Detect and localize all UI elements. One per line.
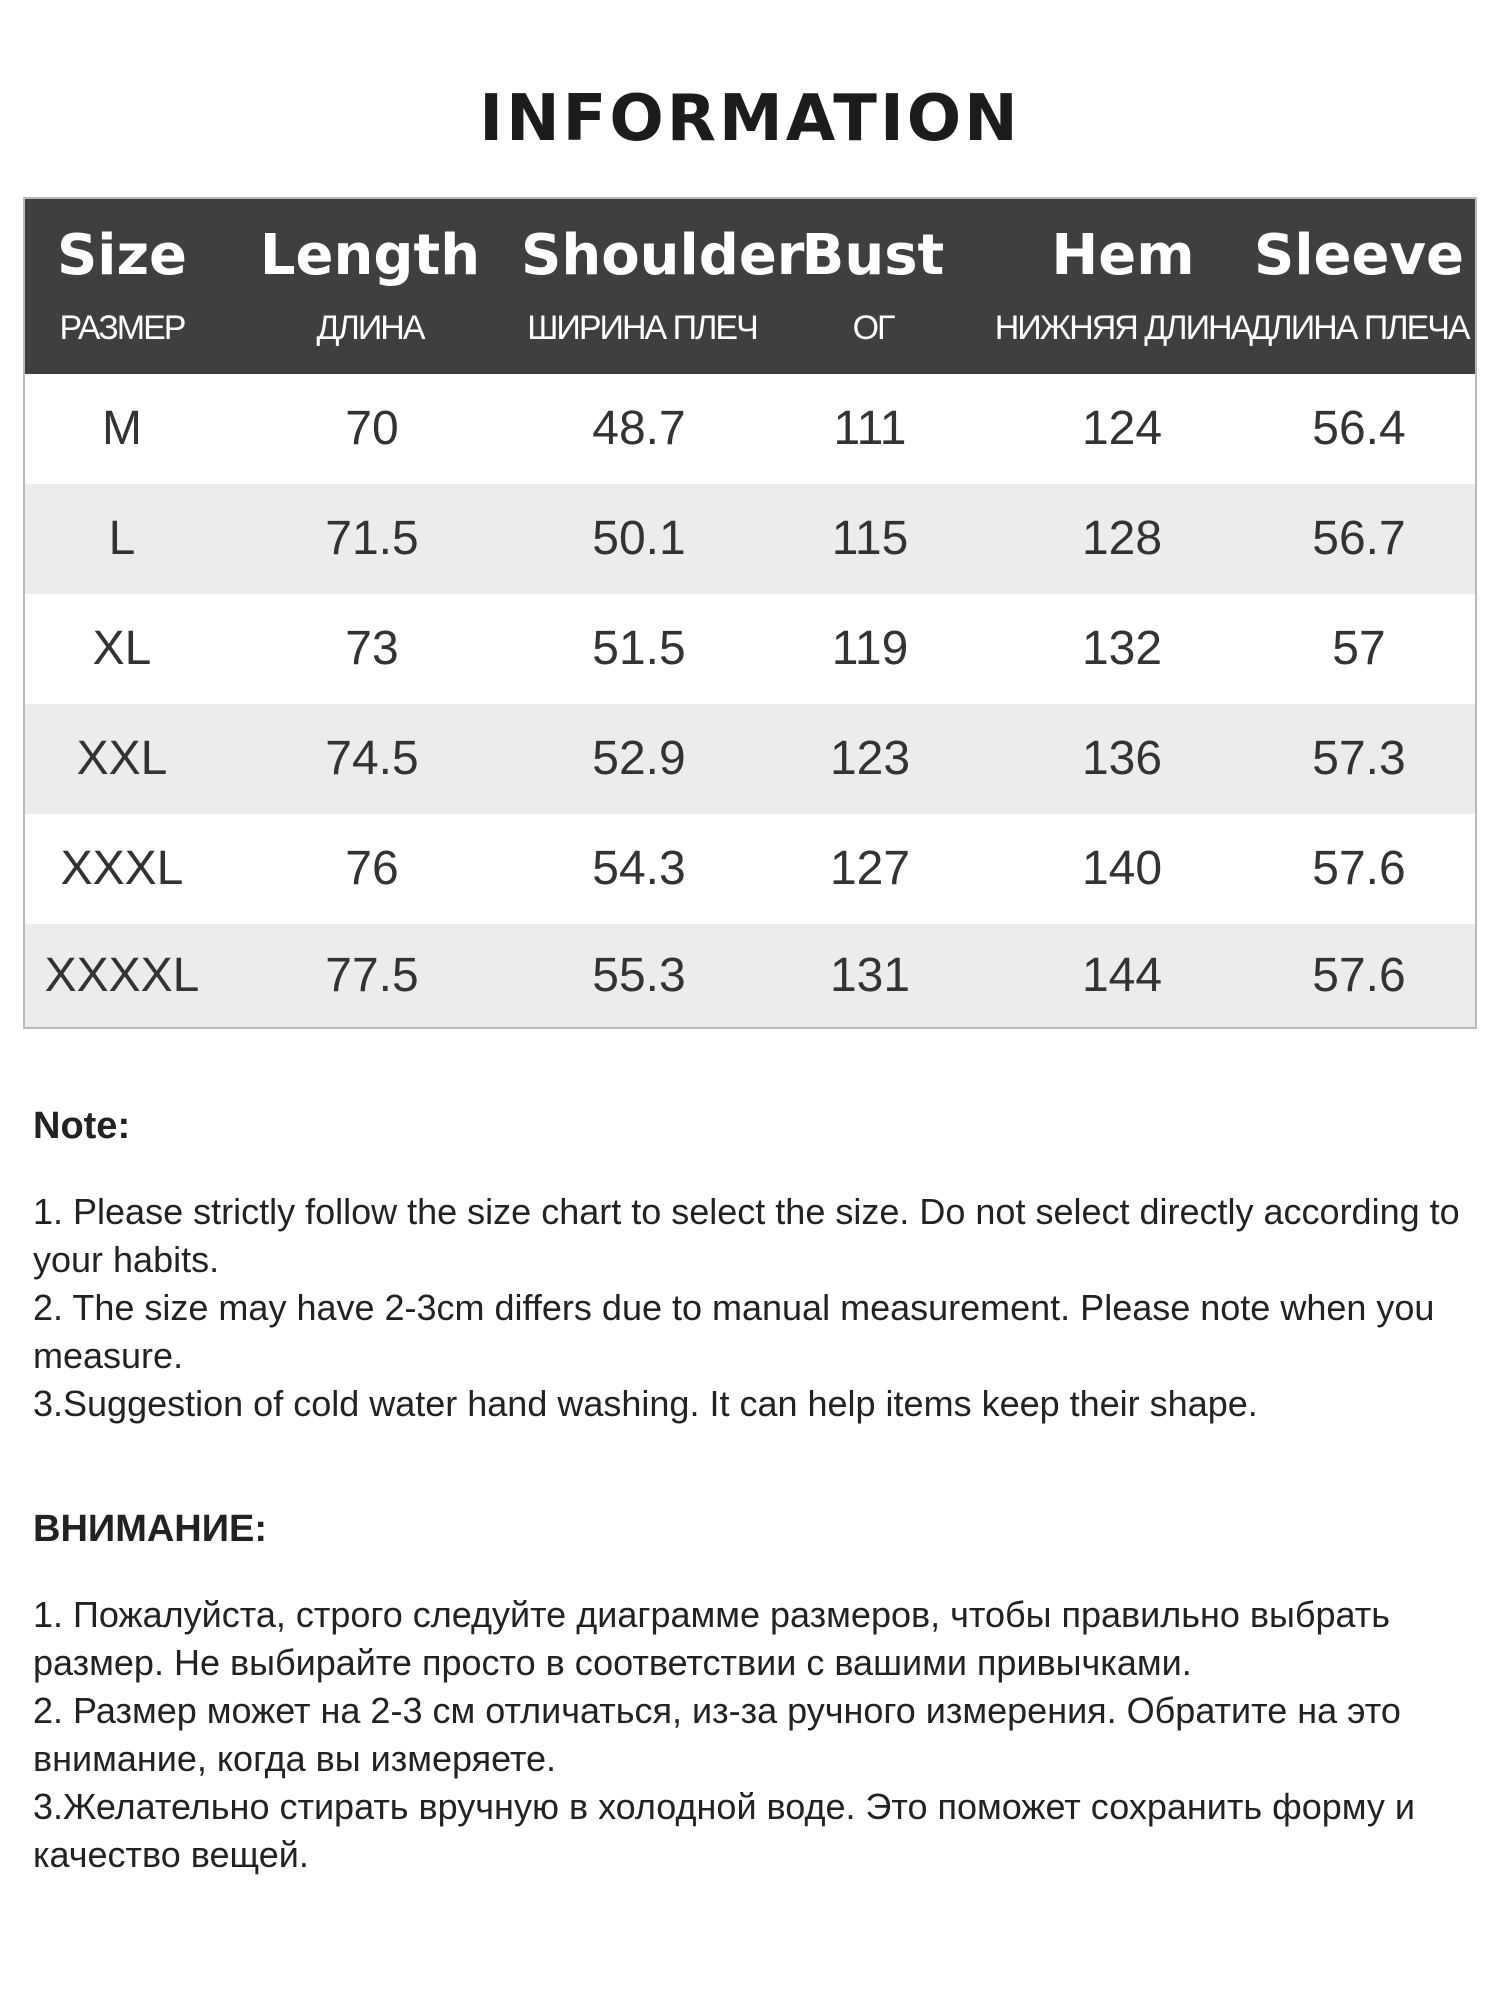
cell-length: 71.5 — [325, 512, 419, 565]
header-length-label-ru: ДЛИНА — [316, 309, 424, 347]
cell-size: L — [108, 512, 136, 565]
cell-hem: 140 — [1081, 842, 1163, 895]
cell-sleeve: 57.3 — [1312, 732, 1406, 785]
cell-sleeve: 57 — [1332, 622, 1386, 675]
table-row — [25, 484, 1475, 594]
cell-sleeve: 56.4 — [1312, 402, 1406, 455]
cell-length: 74.5 — [325, 732, 419, 785]
table-row — [25, 924, 1475, 1027]
cell-size: XL — [92, 622, 152, 675]
cell-shoulder: 54.3 — [592, 842, 686, 895]
cell-hem: 128 — [1081, 512, 1163, 565]
table-row — [25, 594, 1475, 704]
table-row — [25, 374, 1475, 484]
header-bust-label: Bust — [801, 223, 945, 288]
header-shoulder-label: Shoulder — [521, 223, 805, 288]
cell-hem: 132 — [1081, 622, 1163, 675]
cell-bust: 127 — [829, 842, 911, 895]
cell-shoulder: 55.3 — [592, 949, 686, 1002]
header-hem-label-ru: НИЖНЯЯ ДЛИНА — [994, 309, 1252, 347]
header-shoulder-label-ru: ШИРИНА ПЛЕЧ — [527, 309, 757, 347]
cell-shoulder: 51.5 — [592, 622, 686, 675]
cell-size: M — [102, 402, 142, 455]
header-sleeve — [1243, 199, 1475, 374]
table-header — [25, 199, 1475, 374]
cell-sleeve: 57.6 — [1312, 949, 1406, 1002]
cell-sleeve: 57.6 — [1312, 842, 1406, 895]
cell-length: 76 — [345, 842, 399, 895]
attention-heading: ВНИМАНИЕ: — [33, 1508, 268, 1550]
cell-hem: 144 — [1081, 949, 1163, 1002]
notes-section — [33, 1105, 1473, 1879]
header-size-label-ru: РАЗМЕР — [59, 309, 185, 347]
page-title: INFORMATION — [479, 82, 1021, 156]
cell-shoulder: 50.1 — [592, 512, 686, 565]
size-chart-table — [23, 197, 1477, 1029]
cell-length: 73 — [345, 622, 399, 675]
cell-bust: 119 — [831, 622, 909, 675]
cell-length: 77.5 — [325, 949, 419, 1002]
header-shoulder — [521, 199, 805, 374]
cell-bust: 131 — [829, 949, 911, 1002]
header-sleeve-label: Sleeve — [1254, 223, 1464, 288]
header-hem — [983, 199, 1263, 374]
header-size — [25, 199, 219, 374]
cell-sleeve: 56.7 — [1312, 512, 1406, 565]
cell-bust: 115 — [831, 512, 909, 565]
cell-hem: 136 — [1081, 732, 1163, 785]
attention-item: 3.Желательно стирать вручную в холодной воде. Это поможет сохранить форму и качество вещей. — [33, 1786, 1416, 1875]
cell-length: 70 — [345, 402, 399, 455]
cell-shoulder: 48.7 — [592, 402, 686, 455]
cell-bust: 123 — [829, 732, 911, 785]
attention-item: 2. Размер может на 2-3 см отличаться, из-за ручного измерения. Обратите на это внимание, когда вы измеряете. — [33, 1690, 1401, 1779]
cell-size: XXXXL — [44, 949, 200, 1002]
cell-bust: 111 — [833, 402, 907, 455]
header-length — [219, 199, 521, 374]
table-row — [25, 814, 1475, 924]
header-bust-label-ru: ОГ — [852, 309, 894, 347]
note-item: 2. The size may have 2-3cm differs due to manual measurement. Please note when you measure. — [33, 1287, 1435, 1376]
header-length-label: Length — [259, 223, 481, 288]
header-hem-label: Hem — [1051, 223, 1195, 288]
header-bust — [763, 199, 983, 374]
attention-item: 1. Пожалуйста, строго следуйте диаграмме размеров, чтобы правильно выбрать размер. Не выбирайте просто в соответствии с вашими привычками. — [33, 1594, 1391, 1683]
note-item: 3.Suggestion of cold water hand washing. It can help items keep their shape. — [33, 1383, 1258, 1424]
cell-size: XXL — [76, 732, 168, 785]
table-row — [25, 704, 1475, 814]
cell-hem: 124 — [1081, 402, 1163, 455]
note-heading: Note: — [33, 1105, 131, 1147]
header-size-label: Size — [56, 223, 188, 288]
cell-shoulder: 52.9 — [592, 732, 686, 785]
note-item: 1. Please strictly follow the size chart to select the size. Do not select directly according to your habits. — [33, 1191, 1460, 1280]
cell-size: XXXL — [60, 842, 184, 895]
header-sleeve-label-ru: ДЛИНА ПЛЕЧА — [1249, 309, 1469, 347]
